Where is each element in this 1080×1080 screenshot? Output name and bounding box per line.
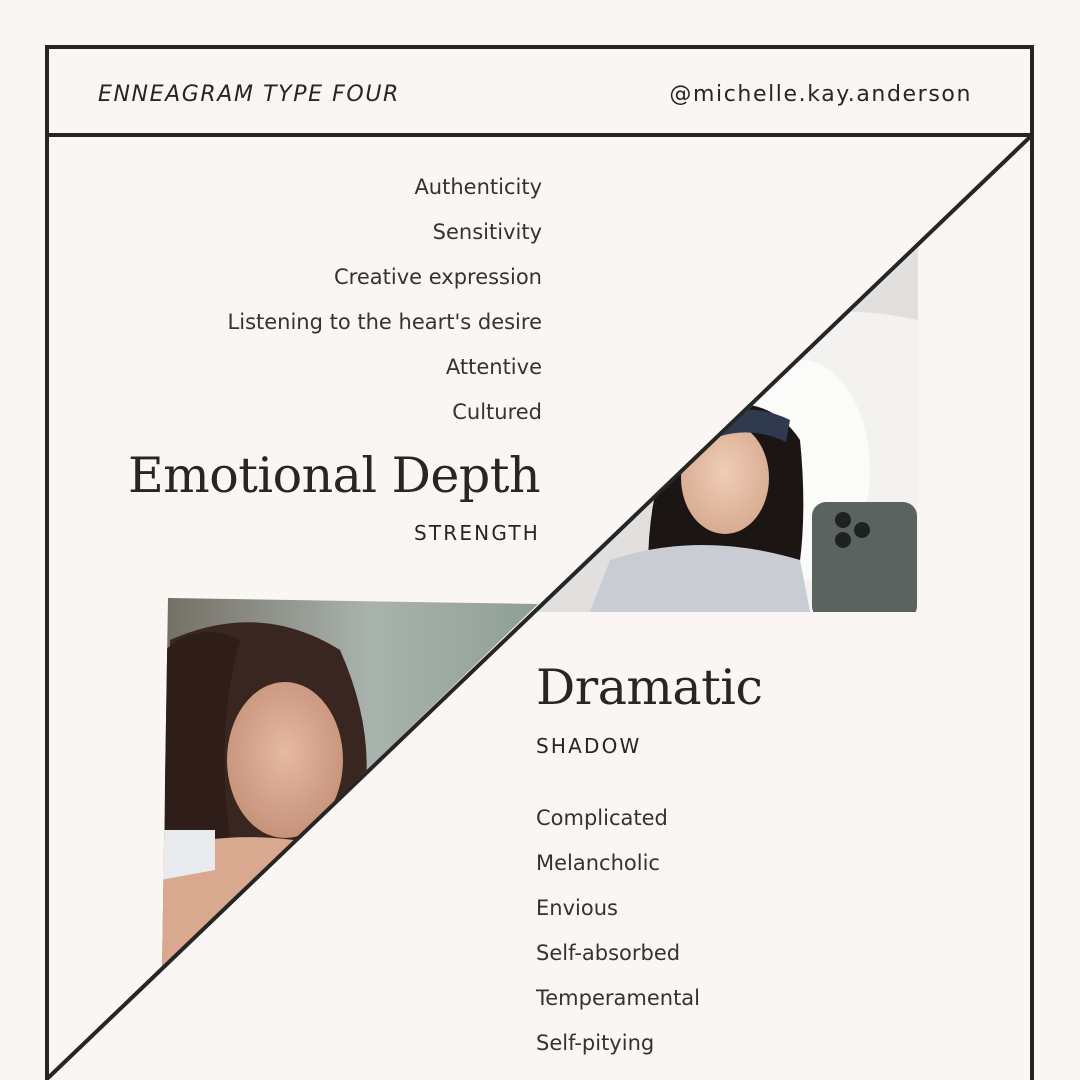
strength-trait: Cultured — [452, 400, 542, 424]
social-handle: @michelle.kay.anderson — [669, 82, 972, 107]
shadow-title: Dramatic — [536, 659, 763, 716]
shadow-traits-list — [536, 796, 700, 1066]
shadow-trait: Melancholic — [536, 851, 660, 875]
shadow-trait: Envious — [536, 896, 618, 920]
strength-trait: Authenticity — [414, 175, 542, 199]
shadow-trait: Complicated — [536, 806, 668, 830]
strength-trait: Attentive — [445, 355, 542, 379]
strength-label: STRENGTH — [413, 521, 540, 545]
enneagram-type-label: ENNEAGRAM TYPE FOUR — [98, 82, 400, 107]
strength-trait: Creative expression — [334, 265, 542, 289]
shadow-trait: Self-absorbed — [536, 941, 681, 965]
strength-trait: Sensitivity — [432, 220, 542, 244]
bed-selfie-photo — [530, 240, 930, 620]
shadow-trait: Self-pitying — [536, 1031, 655, 1055]
strength-trait: Listening to the heart's desire — [227, 310, 542, 334]
strength-title: Emotional Depth — [127, 447, 540, 504]
strength-traits-list — [228, 165, 542, 435]
shadow-label: SHADOW — [536, 734, 642, 758]
shadow-trait: Temperamental — [536, 986, 701, 1010]
